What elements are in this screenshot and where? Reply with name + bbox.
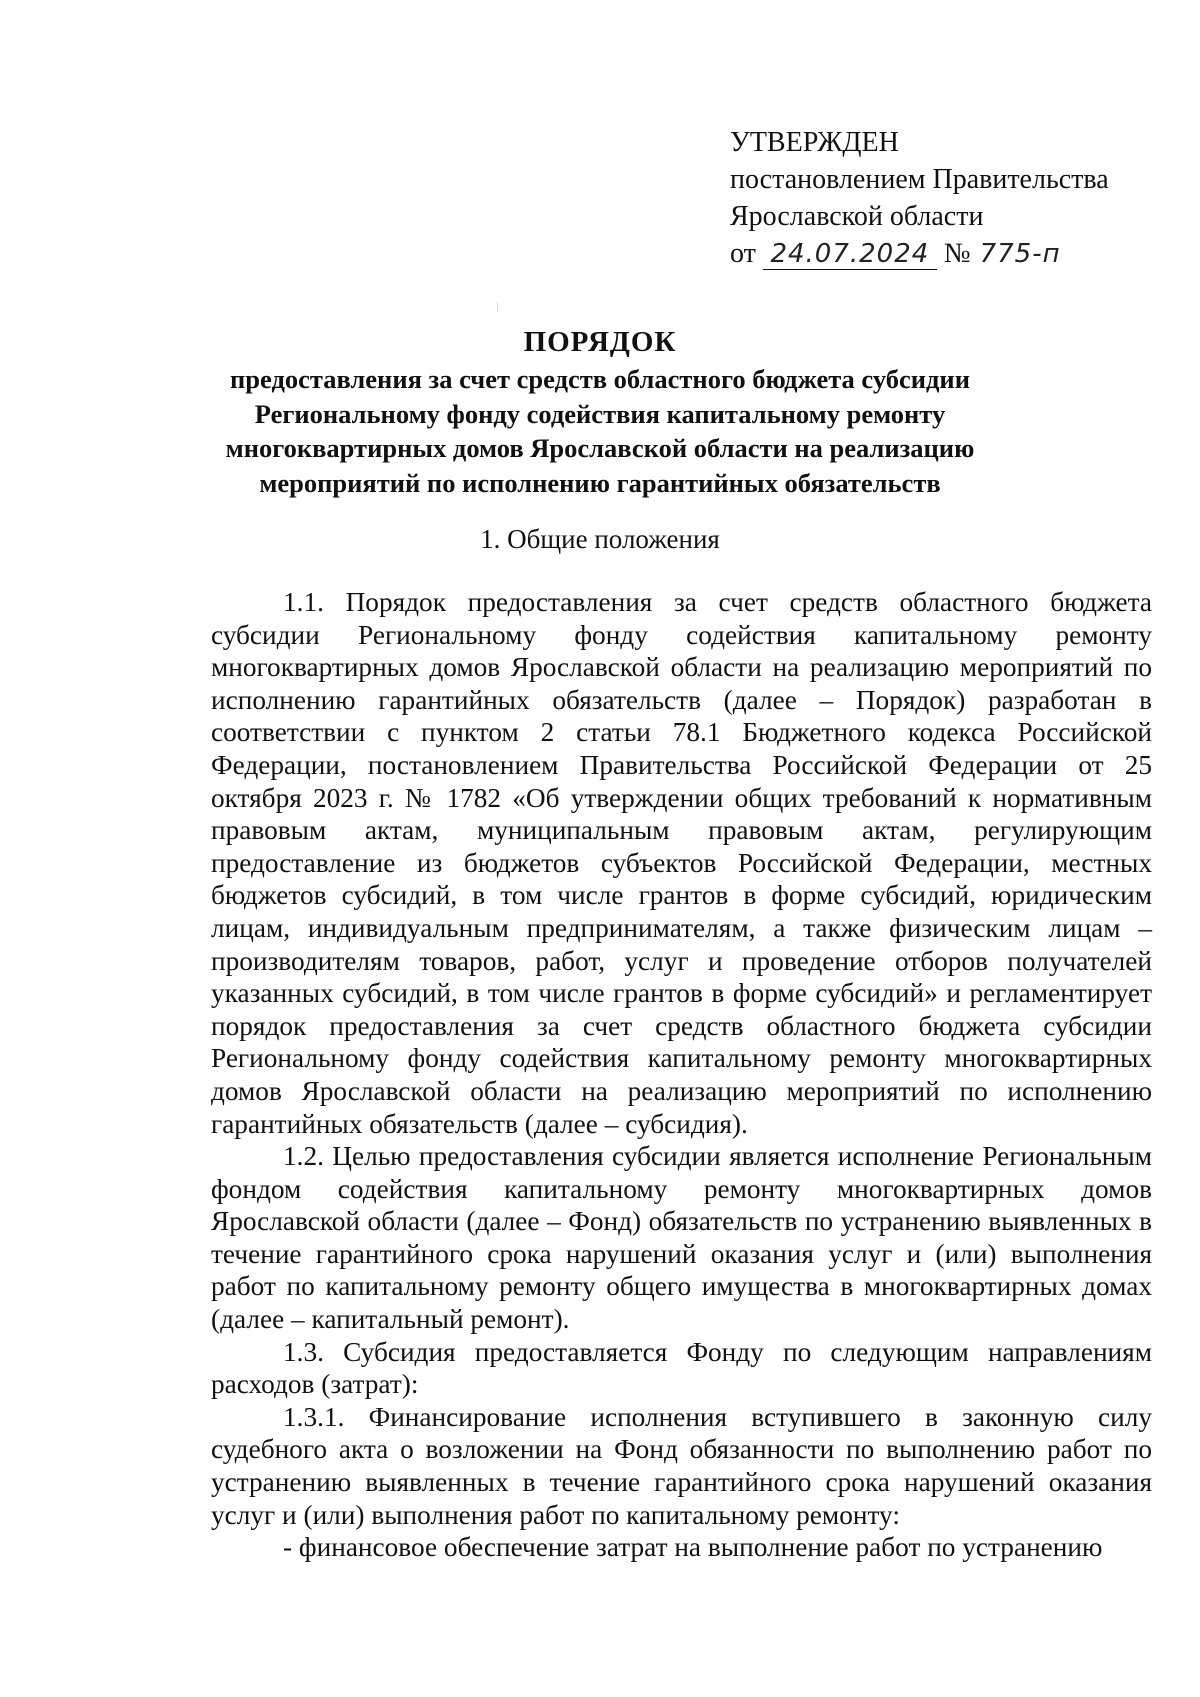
- document-subtitle-line-3: многоквартирных домов Ярославской области на реализацию: [225, 433, 975, 463]
- paragraph-1-3-1: 1.3.1. Финансирование исполнения вступившего в законную силу судебного акта о возложении на Фонд обязанности по выполнению работ по устранению выявленных в течение гарантийного срока нарушений оказания услуг и (или) выполнения работ по капитальному ремонту:: [211, 1401, 1152, 1530]
- document-subtitle-line-2: Региональному фонду содействия капитальному ремонту: [254, 398, 946, 429]
- paragraph-1-2: 1.2. Целью предоставления субсидии является исполнение Региональным фондом содействия капитальному ремонту многоквартирных домов Ярославской области (далее – Фонд) обязательств по устранению выявленных в течение гарантийного срока нарушений оказания услуг и (или) выполнения работ по капитальному ремонту общего имущества в многоквартирных домах (далее – капитальный ремонт).: [211, 1141, 1152, 1335]
- approval-stamp-block: [730, 124, 1160, 272]
- paragraph-bullet: - финансовое обеспечение затрат на выполнение работ по устранению: [283, 1532, 1103, 1563]
- approval-line-region: Ярославской области: [730, 201, 984, 232]
- handwritten-number: 775-п: [979, 239, 1061, 269]
- paragraph-1-3: 1.3. Субсидия предоставляется Фонду по следующим направлениям расходов (затрат):: [211, 1336, 1152, 1400]
- approval-line-resolution: постановлением Правительства: [730, 164, 1109, 195]
- document-title: ПОРЯДОК: [523, 326, 677, 358]
- document-title-block: [50, 322, 1150, 500]
- scan-artifact: [497, 302, 498, 312]
- paragraph-1-1: 1.1. Порядок предоставления за счет средств областного бюджета субсидии Региональному фонду содействия капитальному ремонту многоквартирных домов Ярославской области на реализацию мероприятий по исполнению гарантийных обязательств (далее – Порядок) разработан в соответствии с пунктом 2 статьи 78.1 Бюджетного кодекса Российской Федерации, постановлением Правительства Российской Федерации от 25 октября 2023 г. № 1782 «Об утверждении общих требований к нормативным правовым актам, муниципальным правовым актам, регулирующим предоставление из бюджетов субъектов Российской Федерации, местных бюджетов субсидий, в том числе грантов в форме субсидий, юридическим лицам, индивидуальным предпринимателям, а также физическим лицам – производителям товаров, работ, услуг и проведение отборов получателей указанных субсидий, в том числе грантов в форме субсидий» и регламентирует порядок предоставления за счет средств областного бюджета субсидии Региональному фонду содействия капитальному ремонту многоквартирных домов Ярославской области на реализацию мероприятий по исполнению гарантийных обязательств (далее – субсидия).: [211, 587, 1152, 1139]
- document-subtitle-line-1: предоставления за счет средств областного бюджета субсидии: [230, 364, 970, 394]
- date-prefix: от: [730, 238, 756, 269]
- approval-title: УТВЕРЖДЕН: [730, 127, 899, 158]
- section-heading: 1. Общие положения: [480, 524, 720, 554]
- approval-date-line: [730, 235, 1160, 272]
- number-prefix: №: [943, 238, 971, 269]
- document-subtitle-line-4: мероприятий по исполнению гарантийных обязательств: [259, 467, 941, 498]
- handwritten-date: 24.07.2024: [763, 239, 937, 270]
- body-text: [211, 586, 1152, 1564]
